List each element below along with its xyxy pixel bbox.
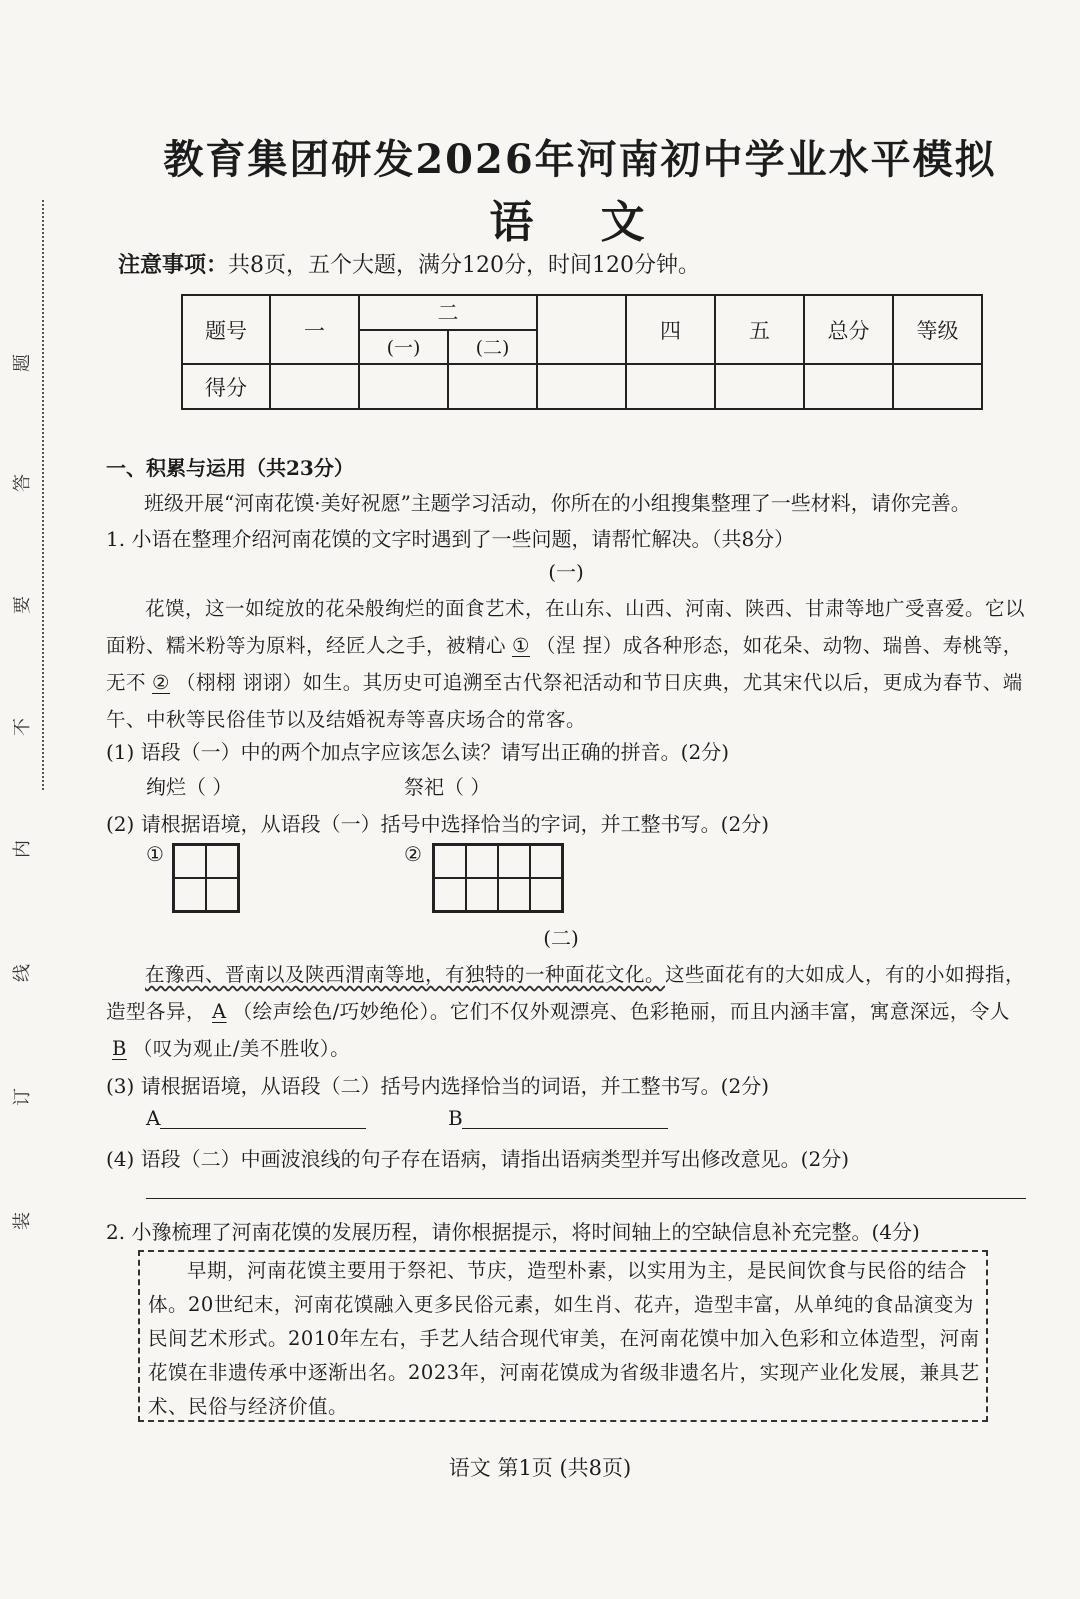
pinyin-item-1: 绚烂（ ） [146,775,233,799]
answer-b-label: B [448,1106,463,1130]
notice-text: 共8页，五个大题，满分120分，时间120分钟。 [228,253,700,278]
passage-2-text: （绘声绘色/巧妙绝伦）。它们不仅外观漂亮、色彩艳丽，而且内涵丰富，寓意深远，令人 [232,1000,1010,1023]
notice [118,248,700,279]
answer-a-label: A [146,1106,161,1130]
part-2-label: (二) [543,926,579,950]
question-1-4: (4) 语段（二）中画波浪线的句子存在语病，请指出语病类型并写出修改意见。(2分) [106,1147,850,1171]
question-1: 1. 小语在整理介绍河南花馍的文字时遇到了一些问题，请帮忙解决。（共8分） [106,527,795,551]
grid-2-label: ② [404,842,422,866]
page-footer: 语文 第1页 (共8页) [448,1456,632,1480]
table-header-cell: 等级 [893,295,982,364]
table-header-cell: 四 [626,295,715,364]
answer-b-line[interactable] [462,1128,668,1129]
passage-2 [106,956,1030,1067]
section-intro: 班级开展“河南花馍·美好祝愿”主题学习活动，你所在的小组搜集整理了一些材料，请你完善。 [144,491,971,515]
grid-1-label: ① [146,842,164,866]
subject-title: 语 文 [489,197,671,248]
passage-1-text: 花馍，这一如绽放的花朵般绚烂的面食艺术，在山东、山西、河南、陕西、甘肃等地广受喜爱。它以面粉、糯米粉等为原料，经匠人之手，被精心 [106,597,1026,657]
score-table [181,294,983,410]
writing-grid-2[interactable] [432,843,564,913]
table-header-cell: (一) [359,330,448,365]
table-header-cell: 一 [270,295,359,364]
question-2: 2. 小豫梳理了河南花馍的发展历程，请你根据提示，将时间轴上的空缺信息补充完整。(4分) [106,1220,920,1244]
table-header-cell: 总分 [804,295,893,364]
binding-char: 答 [12,474,33,492]
passage-2-text: （叹为观止/美不胜收）。 [132,1037,351,1060]
writing-grid-1[interactable] [172,843,240,913]
score-cell[interactable] [270,364,359,409]
score-cell[interactable] [448,364,537,409]
question-1-1: (1) 语段（一）中的两个加点字应该怎么读？请写出正确的拼音。(2分) [106,740,730,764]
binding-char: 要 [12,596,33,614]
binding-char: 题 [12,354,33,372]
blank-2: ② [152,671,170,694]
passage-1-text: （涅 捏）成各种形态，如花朵、动物、瑞兽、寿桃等，无不 [106,634,1023,694]
section-heading: 一、积累与运用（共23分） [106,456,354,480]
pinyin-item-2: 祭祀（ ） [404,775,491,799]
blank-1: ① [512,634,530,657]
score-cell[interactable] [804,364,893,409]
answer-a-line[interactable] [160,1128,366,1129]
blank-a: A [212,1000,227,1023]
notice-label: 注意事项： [118,252,229,278]
score-cell[interactable] [626,364,715,409]
table-header-cell [537,295,626,364]
wavy-sentence: 在豫西、晋南以及陕西渭南等地，有独特的一种面花文化。 [145,963,666,986]
question-1-2: (2) 请根据语境，从语段（一）括号中选择恰当的字词，并工整书写。(2分) [106,812,770,836]
passage-2-text: 这些面花有的大如成人，有的小如拇指，造型各异， [106,963,1026,1023]
table-header-cell: 五 [715,295,804,364]
question-1-3: (3) 请根据语境，从语段（二）括号内选择恰当的词语，并工整书写。(2分) [106,1074,770,1098]
binding-char: 不 [12,718,33,736]
score-cell[interactable] [359,364,448,409]
answer-line[interactable] [146,1198,1026,1199]
part-1-label: (一) [548,560,584,584]
exam-title: 教育集团研发2026年河南初中学业水平模拟 [163,136,997,183]
passage-1 [106,590,1030,738]
score-cell[interactable] [715,364,804,409]
binding-char: 内 [12,840,33,858]
timeline-hint-text: 早期，河南花馍主要用于祭祀、节庆，造型朴素，以实用为主，是民间饮食与民俗的结合体。20世纪末，河南花馍融入更多民俗元素，如生肖、花卉，造型丰富，从单纯的食品演变为民间艺术形式。2010年左右，手艺人结合现代审美，在河南花馍中加入色彩和立体造型，河南花馍在非遗传承中逐渐出名。2023年，河南花馍成为省级非遗名片，实现产业化发展，兼具艺术、民俗与经济价值。 [148,1259,980,1418]
score-cell[interactable] [893,364,982,409]
binding-char: 订 [12,1088,33,1106]
score-cell[interactable] [537,364,626,409]
table-header-cell: (二) [448,330,537,365]
passage-1-text: （栩栩 诩诩）如生。其历史可追溯至古代祭祀活动和节日庆典，尤其宋代以后，更成为春节、端午、中秋等民俗佳节以及结婚祝寿等喜庆场合的常客。 [106,671,1023,731]
binding-char: 装 [12,1212,33,1230]
table-header-cell: 二 [359,295,537,330]
table-row-label: 得分 [182,364,270,409]
blank-b: B [112,1037,127,1060]
binding-dotted-line [42,200,44,790]
binding-char: 线 [12,964,33,982]
table-header-cell: 题号 [182,295,270,364]
